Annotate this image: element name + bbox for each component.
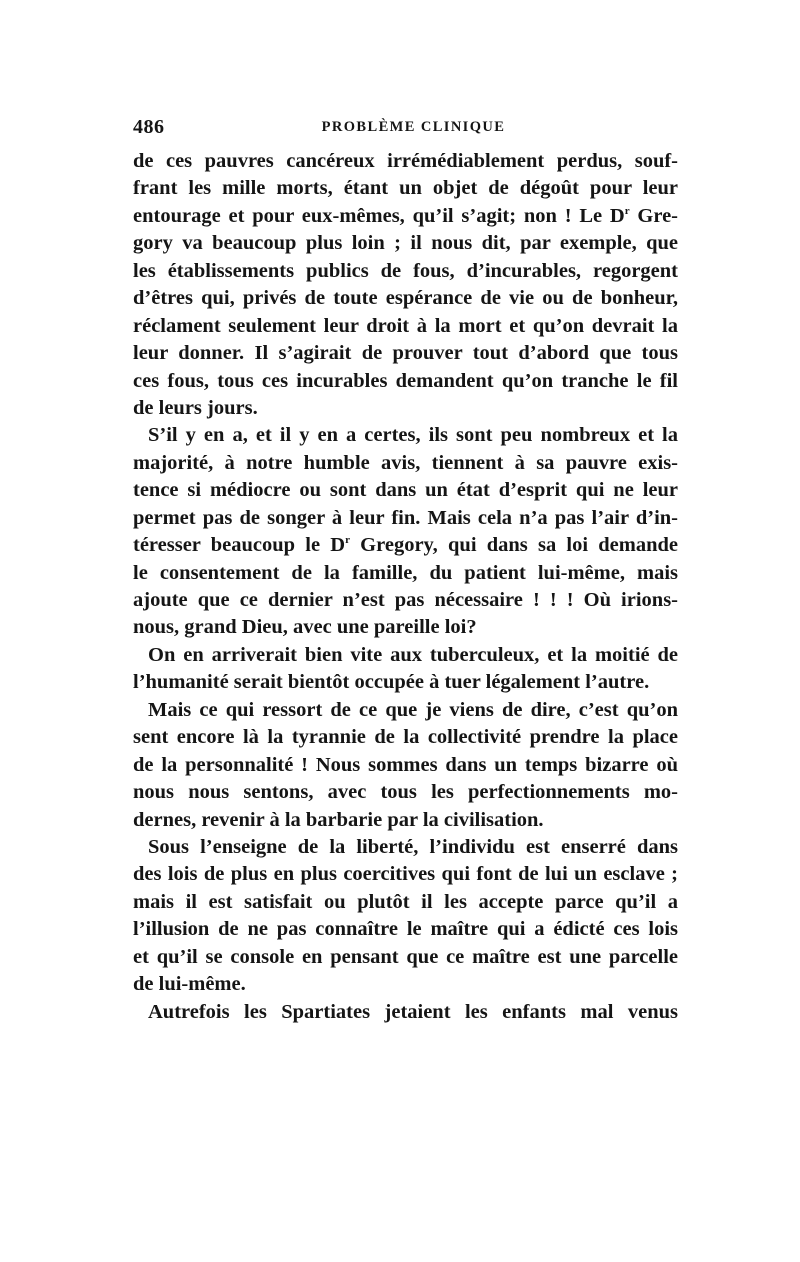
line-text: Mais ce qui ressort de ce que je viens de dire, c’est qu’on: [148, 698, 678, 721]
line-text: de lui-même.: [133, 973, 246, 996]
text-line: [133, 999, 678, 1026]
line-text: et qu’il se console en pensant que ce maître est une parcelle: [133, 945, 678, 968]
line-text: des lois de plus en plus coercitives qui font de lui un esclave ;: [133, 863, 678, 886]
text-line: [133, 422, 678, 449]
text-line: [133, 532, 678, 559]
text-line: [133, 368, 678, 395]
line-text: dernes, revenir à la barbarie par la civilisation.: [133, 808, 544, 831]
text-line: [133, 477, 678, 504]
superscript: r: [624, 204, 630, 217]
text-line: [133, 614, 678, 641]
line-text: gory va beaucoup plus loin ; il nous dit, par exemple, que: [133, 232, 678, 255]
text-line: [133, 230, 678, 257]
page-header: [133, 116, 678, 140]
text-line: [133, 395, 678, 422]
line-text: réclament seulement leur droit à la mort et qu’on devrait la: [133, 314, 678, 337]
line-text: sent encore là la tyrannie de la collectivité prendre la place: [133, 726, 678, 749]
text-line: [133, 285, 678, 312]
text-line: [133, 505, 678, 532]
line-text: majorité, à notre humble avis, tiennent à sa pauvre exis-: [133, 451, 678, 474]
text-line: [133, 889, 678, 916]
text-line: [133, 642, 678, 669]
line-text: de la personnalité ! Nous sommes dans un temps bizarre où: [133, 753, 678, 776]
text-line: [133, 807, 678, 834]
text-line: [133, 971, 678, 998]
line-text: l’illusion de ne pas connaître le maître qui a édicté ces lois: [133, 918, 678, 941]
text-line: [133, 450, 678, 477]
text-line: [133, 834, 678, 861]
line-text: l’humanité serait bientôt occupée à tuer légalement l’autre.: [133, 671, 650, 694]
text-line: [133, 313, 678, 340]
line-text: ces fous, tous ces incurables demandent qu’on tranche le fil: [133, 369, 678, 392]
line-text: entourage et pour eux-mêmes, qu’il s’agit; non ! Le D: [133, 204, 625, 227]
text-line: [133, 258, 678, 285]
page-number: 486: [133, 116, 165, 138]
text-line: [133, 916, 678, 943]
text-line: [133, 203, 678, 230]
line-text: de ces pauvres cancéreux irrémédiablement perdus, souf-: [133, 150, 678, 172]
line-text: d’êtres qui, privés de toute espérance de vie ou de bonheur,: [133, 287, 678, 310]
text-line: [133, 724, 678, 751]
line-text: ajoute que ce dernier n’est pas nécessaire ! ! ! Où irions-: [133, 589, 678, 611]
line-text: les établissements publics de fous, d’incurables, regorgent: [133, 259, 678, 282]
running-head: PROBLÈME CLINIQUE: [321, 119, 506, 135]
line-text: S’il y en a, et il y en a certes, ils sont peu nombreux et la: [148, 424, 678, 447]
line-text: Sous l’enseigne de la liberté, l’individu est enserré dans: [148, 835, 678, 858]
text-line: [133, 669, 678, 696]
text-line: [133, 560, 678, 587]
line-text: permet pas de songer à leur fin. Mais cela n’a pas l’air d’in-: [133, 506, 678, 529]
line-text-continued: Gregory, qui dans sa loi demande: [349, 534, 678, 557]
text-line: [133, 944, 678, 971]
line-text: le consentement de la famille, du patient lui-même, mais: [133, 561, 678, 584]
text-line: [133, 340, 678, 367]
line-text: frant les mille morts, étant un objet de dégoût pour leur: [133, 177, 678, 200]
line-text: téresser beaucoup le D: [133, 534, 346, 557]
line-text: leur donner. Il s’agirait de prouver tout d’abord que tous: [133, 342, 678, 365]
text-line: [133, 861, 678, 888]
text-line: [133, 175, 678, 202]
line-text: tence si médiocre ou sont dans un état d’esprit qui ne leur: [133, 479, 678, 502]
line-text: de leurs jours.: [133, 396, 258, 419]
line-text-continued: Gre-: [629, 204, 678, 227]
text-line: [133, 587, 678, 614]
line-text: nous, grand Dieu, avec une pareille loi?: [133, 616, 477, 639]
line-text: Autrefois les Spartiates jetaient les enfants mal venus: [148, 1000, 678, 1023]
line-text: mais il est satisfait ou plutôt il les accepte parce qu’il a: [133, 890, 678, 913]
text-line: [133, 752, 678, 779]
line-text: On en arriverait bien vite aux tuberculeux, et la moitié de: [148, 643, 678, 666]
text-line: [133, 697, 678, 724]
superscript: r: [345, 534, 350, 547]
line-text: nous nous sentons, avec tous les perfectionnements mo-: [133, 781, 678, 804]
text-line: [133, 148, 678, 175]
text-line: [133, 779, 678, 806]
body-text: [133, 148, 678, 1026]
